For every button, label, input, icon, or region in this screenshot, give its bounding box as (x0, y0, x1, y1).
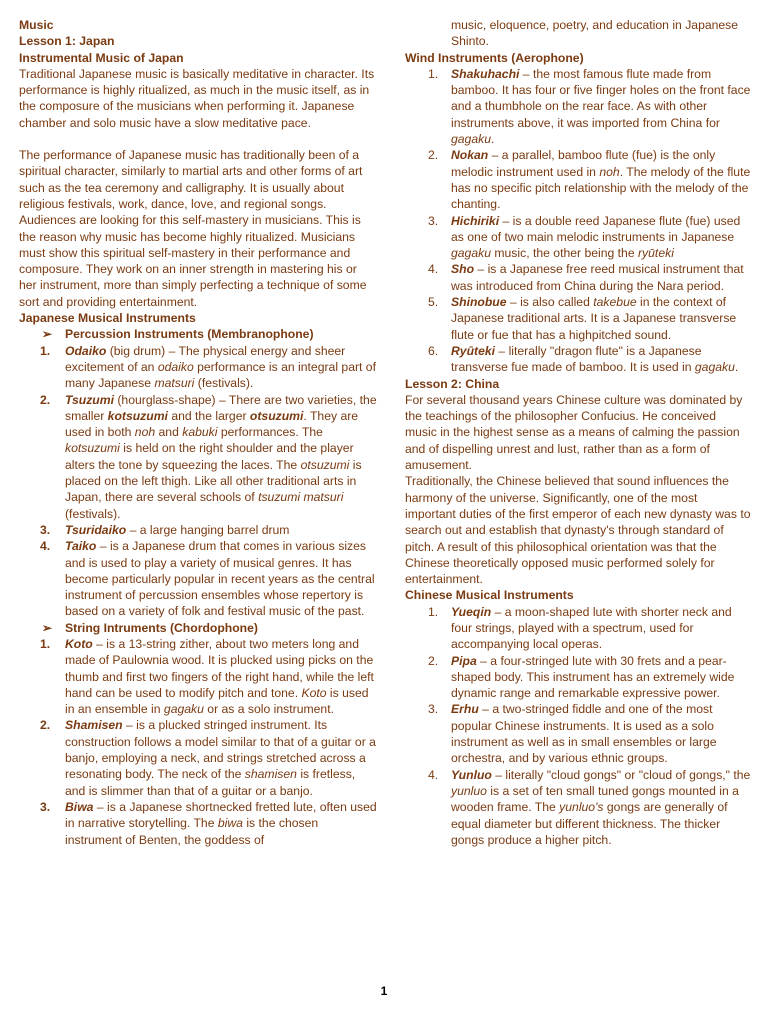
list-item: 6. Ryūteki – literally "dragon flute" is a Japanese transverse fue made of bamboo. It is used in gagaku. (428, 343, 739, 375)
doc-title: Music (19, 18, 54, 32)
list-item: 2. Tsuzumi (hourglass-shape) – There are two varieties, the smaller kotsuzumi and the larger otsuzumi. They are used in both noh and kabuki performances. The kotsuzumi is held on the right shoulder and the player alters the tone by squeezing the laces. The otsuzumi is placed on the left thigh. Like all other traditional arts in Japan, there are several schools of tsuzumi matsuri (festivals). (40, 392, 377, 521)
list-item: 2. Nokan – a parallel, bamboo flute (fue) is the only melodic instrument used in noh. The melody of the flute has no specific pitch relationship with the melody of the chanting. (428, 148, 751, 212)
left-column (19, 17, 377, 848)
list-item: 3. Tsuridaiko – a large hanging barrel drum (40, 522, 290, 537)
list-item: 4. Yunluo – literally "cloud gongs" or "cloud of gongs," the yunluo is a set of ten small tuned gongs mounted in a wooden frame. The yunluo's gongs are generally of equal diameter but different thickness. The thicker gongs produce a higher pitch. (428, 767, 751, 847)
list-item: 2. Shamisen – is a plucked stringed instrument. Its construction follows a model similar to that of a guitar or a banjo, employing a neck, and strings stretched across a resonating body. The neck of the shamisen is fretless, and is slimmer than that of a guitar or a banjo. (40, 718, 376, 798)
page-number: 1 (380, 984, 388, 998)
china-paragraph-2: Traditionally, the Chinese believed that sound influences the harmony of the universe. Significantly, one of the most important duties of the first emperor of each new dynasty was to search out and establish that dynasty's through standard of pitch. A result of this philosophical orientation was that the Chinese theoretically opposed music performed solely for entertainment. (405, 474, 751, 587)
arrow-bullet-icon: ➢ (42, 620, 53, 635)
percussion-heading: ➢ Percussion Instruments (Membranophone) (42, 327, 314, 342)
right-column (405, 17, 751, 848)
arrow-bullet-icon: ➢ (42, 327, 53, 342)
string-heading: ➢ String Intruments (Chordophone) (42, 620, 258, 635)
list-item: 1. Koto – is a 13-string zither, about two meters long and made of Paulownia wood. It is plucked using picks on the thumb and first two fingers of the right hand, while the left hand can be used to modify pitch and tone. Koto is used in an ensemble in gagaku or as a solo instrument. (40, 636, 374, 717)
lesson-1-heading: Lesson 1: Japan (19, 34, 115, 49)
list-item: 4. Sho – is a Japanese free reed musical instrument that was introduced from China during the Nara period. (428, 262, 744, 293)
continued-text: music, eloquence, poetry, and education in Japanese Shinto. (451, 18, 739, 49)
list-item: 3. Biwa – is a Japanese shortnecked fretted lute, often used in narrative storytelling. The biwa is the chosen instrument of Benten, the goddess of (40, 799, 377, 847)
chinese-instruments-heading: Chinese Musical Instruments (405, 588, 574, 603)
list-item: 5. Shinobue – is also called takebue in the context of Japanese traditional arts. It is a Japanese transverse flute or fue that has a highpitched sound. (428, 295, 737, 342)
intro-paragraph-2: The performance of Japanese music has traditionally been of a spiritual character, similarly to martial arts and other forms of art such as the tea ceremony and calligraphy. It is usually about religious festivals, work, dance, love, and regional songs. Audiences are looking for this self-mastery in musicians. This is the reason why music has become highly ritualized. Musicians must show this spiritual self-mastery in their performance and composure. They work on an inner strength in mastering his or her instrument, more than simply perfecting a technique of some sort and providing entertainment. (19, 148, 367, 309)
list-item: 4. Taiko – is a Japanese drum that comes in various sizes and is used to play a variety of musical genres. It has become particularly popular in recent years as the central instrument of percussion ensembles whose repertory is based on a variety of folk and festival music of the past. (40, 539, 375, 619)
intro-paragraph-1: Traditional Japanese music is basically meditative in character. Its performance is highly ritualized, as much in the music itself, as in the composure of the musicians when performing it. Japanese chamber and solo music have a slow meditative pace. (19, 66, 375, 130)
china-paragraph-1: For several thousand years Chinese culture was dominated by the teachings of the philosopher Confucius. He conceived music in the highest sense as a means of calming the passion and of dispelling unrest and lust, rather than as a form of amusement. (405, 392, 743, 473)
list-item: 1. Odaiko (big drum) – The physical energy and sheer excitement of an odaiko performance is an integral part of many Japanese matsuri (festivals). (40, 343, 376, 391)
list-item: 1. Shakuhachi – the most famous flute made from bamboo. It has four or five finger holes on the front face and a thumbhole on the rear face. As with other instruments above, it was imported from China for gagaku. (428, 66, 751, 147)
list-item: 1. Yueqin – a moon-shaped lute with shorter neck and four strings, played with a spectrum, used for accompanying local operas. (428, 604, 732, 652)
list-item: 3. Erhu – a two-stringed fiddle and one of the most popular Chinese instruments. It is used as a solo instrument as well as in small ensembles or large orchestra, and by various ethnic groups. (428, 702, 717, 766)
lesson-2-heading: Lesson 2: China (405, 376, 500, 391)
instruments-heading: Japanese Musical Instruments (19, 311, 196, 326)
section-heading: Instrumental Music of Japan (19, 50, 184, 65)
wind-heading: Wind Instruments (Aerophone) (405, 50, 584, 65)
list-item: 2. Pipa – a four-stringed lute with 30 frets and a pear-shaped body. This instrument has an extremely wide dynamic range and remarkable expressive power. (428, 653, 735, 701)
list-item: 3. Hichiriki – is a double reed Japanese flute (fue) used as one of two main melodic instruments in Japanese gagaku music, the other being the ryūteki (428, 213, 741, 261)
